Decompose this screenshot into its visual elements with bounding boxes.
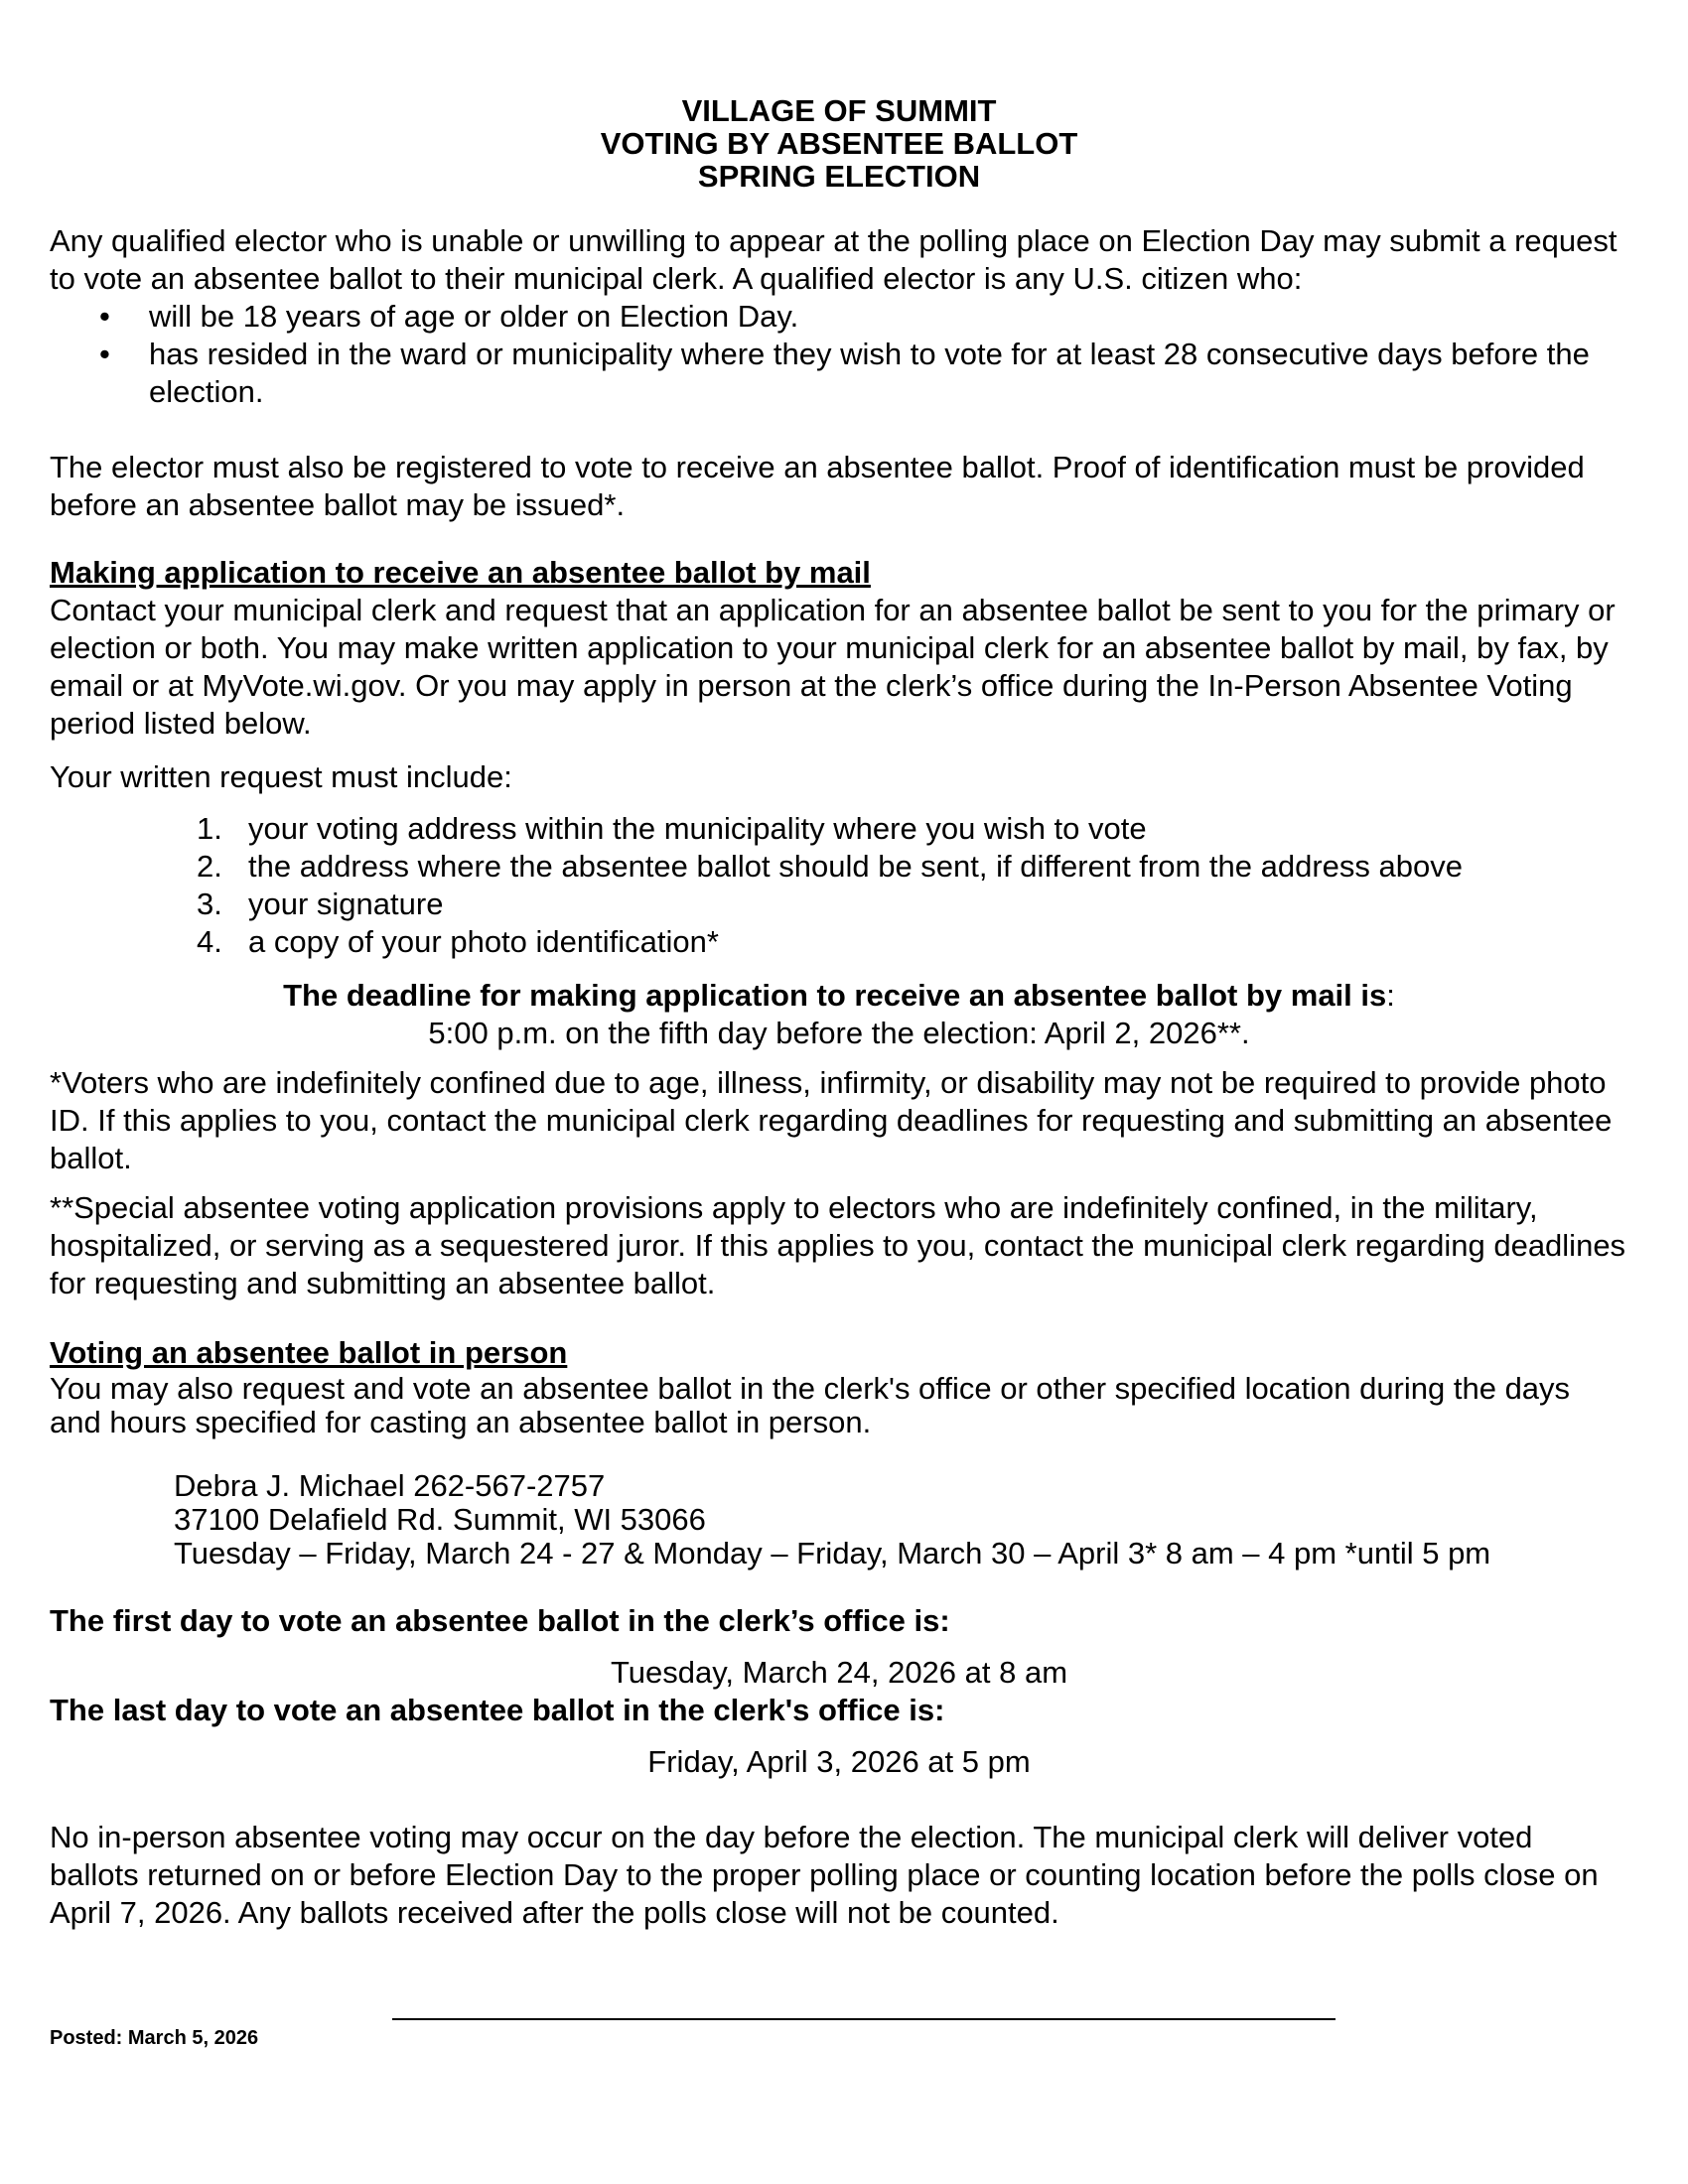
first-day-label: The first day to vote an absentee ballot in the clerk’s office is: [50, 1603, 950, 1638]
last-day-value: Friday, April 3, 2026 at 5 pm [647, 1744, 1031, 1779]
document-title [50, 94, 1628, 193]
registration-paragraph: The elector must also be registered to vote to receive an absentee ballot. Proof of identification must be provided before an absentee ballot may be issued*. [50, 450, 1585, 522]
closing-paragraph: No in-person absentee voting may occur on the day before the election. The municipal clerk will deliver voted ballots returned on or before Election Day to the proper polling place or counting location before the polls close on April 7, 2026. Any ballots received after the polls close will not be counted. [50, 1820, 1599, 1930]
request-intro: Your written request must include: [50, 759, 512, 794]
mail-section-body: Contact your municipal clerk and request that an application for an absentee ballot be sent to you for the primary or election or both. You may make written application to your municipal clerk for an absentee ballot by mail, by fax, by email or at MyVote.wi.gov. Or you may apply in person at the clerk’s office during the In-Person Absentee Voting period listed below. [50, 593, 1616, 741]
list-item: 4. a copy of your photo identification* [197, 924, 719, 959]
title-line-election: SPRING ELECTION [697, 159, 981, 194]
clerk-name-phone: Debra J. Michael 262-567-2757 [174, 1468, 606, 1503]
first-day-value: Tuesday, March 24, 2026 at 8 am [610, 1655, 1068, 1690]
list-item: • will be 18 years of age or older on Election Day. [99, 299, 799, 334]
posted-date: Posted: March 5, 2026 [50, 2027, 259, 2049]
document-page [50, 94, 1628, 1932]
footnote-photo-id: *Voters who are indefinitely confined due to age, illness, infirmity, or disability may not be required to provide photo ID. If this applies to you, contact the municipal clerk regarding deadlines for requesting and submitting an absentee ballot. [50, 1065, 1613, 1175]
list-item: • has resided in the ward or municipality where they wish to vote for at least 28 consecutive days before the election. [99, 337, 1590, 409]
mail-section-heading: Making application to receive an absentee ballot by mail [50, 555, 871, 590]
last-day-label: The last day to vote an absentee ballot in the clerk's office is: [50, 1693, 945, 1727]
bullet-icon: • [99, 299, 110, 334]
list-item: 2. the address where the absentee ballot should be sent, if different from the address above [197, 849, 1463, 884]
person-section-body: You may also request and vote an absentee ballot in the clerk's office or other specified location during the days and hours specified for casting an absentee ballot in person. [50, 1371, 1571, 1439]
divider [392, 2018, 1336, 2020]
bullet-icon: • [99, 337, 110, 371]
clerk-contact-block [50, 1469, 1628, 1570]
requirements-list [50, 810, 1628, 961]
clerk-hours: Tuesday – Friday, March 24 - 27 & Monday – Friday, March 30 – April 3* 8 am – 4 pm *until 5 pm [174, 1536, 1491, 1570]
footnote-special-provisions: **Special absentee voting application provisions apply to electors who are indefinitely confined, in the military, hospitalized, or serving as a sequestered juror. If this applies to you, contact the municipal clerk regarding deadlines for requesting and submitting an absentee ballot. [50, 1190, 1626, 1300]
clerk-address: 37100 Delafield Rd. Summit, WI 53066 [174, 1502, 706, 1537]
intro-paragraph: Any qualified elector who is unable or unwilling to appear at the polling place on Election Day may submit a request to vote an absentee ballot to their municipal clerk. A qualified elector is any U.S. citizen who: [50, 223, 1618, 296]
mail-deadline-label: The deadline for making application to receive an absentee ballot by mail is: [283, 978, 1395, 1013]
qualification-list [50, 298, 1628, 411]
person-section-heading: Voting an absentee ballot in person [50, 1335, 568, 1370]
list-item: 1. your voting address within the municipality where you wish to vote [197, 811, 1147, 846]
title-line-voting: VOTING BY ABSENTEE BALLOT [600, 126, 1078, 161]
mail-deadline-value: 5:00 p.m. on the fifth day before the election: April 2, 2026**. [428, 1016, 1250, 1050]
title-line-village: VILLAGE OF SUMMIT [681, 93, 997, 128]
list-item: 3. your signature [197, 887, 444, 921]
